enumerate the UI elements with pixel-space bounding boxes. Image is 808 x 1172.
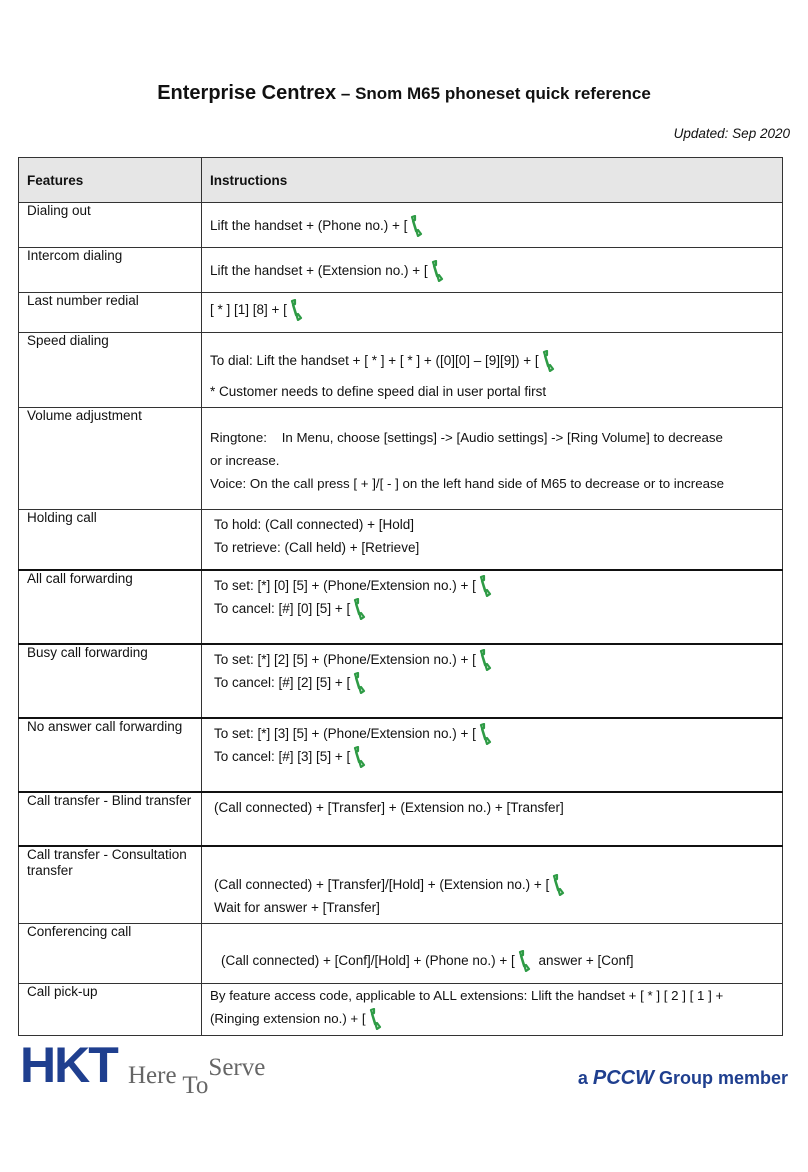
instruction-line: To dial: Lift the handset + [ * ] + [ * ] + ([0][0] – [9][9]) + [ [210,353,539,368]
handset-icon [478,649,496,671]
handset-icon [551,874,569,896]
instruction-cell [202,792,783,846]
instruction-cell [202,846,783,924]
instruction-line: To cancel: [#] [0] [5] + [ [214,600,351,616]
updated-date: Updated: Sep 2020 [673,126,790,141]
instruction-cell [202,408,783,510]
table-row [19,248,783,293]
instruction-cell [202,203,783,248]
instruction-cell [202,248,783,293]
slogan-here: Here [128,1062,177,1089]
table-row [19,846,783,924]
feature-cell: Call transfer - Blind transfer [19,792,202,846]
handset-icon [409,215,427,237]
handset-icon [352,672,370,694]
table-row [19,570,783,644]
feature-cell: No answer call forwarding [19,718,202,792]
instruction-line: [ * ] [1] [8] + [ [210,302,287,317]
slogan-serve: Serve [208,1054,266,1081]
instruction-line: (Call connected) + [Transfer]/[Hold] + (Extension no.) + [ [214,876,550,892]
instruction-cell [202,924,783,984]
table-row [19,408,783,510]
feature-cell: Last number redial [19,293,202,333]
instruction-cell [202,333,783,408]
header-instructions: Instructions [202,158,783,203]
feature-cell: Busy call forwarding [19,644,202,718]
instruction-line: To cancel: [#] [3] [5] + [ [214,748,351,764]
instruction-cell [202,293,783,333]
instruction-line: (Call connected) + [Conf]/[Hold] + (Phone no.) + [ [221,953,515,968]
table-row [19,924,783,984]
instruction-cell [202,984,783,1036]
instruction-line: To hold: (Call connected) + [Hold] [214,517,414,532]
instruction-line: Lift the handset + (Phone no.) + [ [210,218,408,233]
pccw-brand: PCCW [592,1067,654,1089]
pccw-suffix: Group member [653,1068,788,1088]
handset-icon [289,299,307,321]
handset-icon [368,1008,386,1030]
table-row [19,510,783,570]
pccw-group-member [578,1067,788,1090]
handset-icon [478,723,496,745]
quick-reference-table [18,157,783,1036]
table-row [19,984,783,1036]
table-header-row [19,158,783,203]
feature-cell: Conferencing call [19,924,202,984]
instruction-line: Lift the handset + (Extension no.) + [ [210,263,428,278]
instruction-line: Ringtone: In Menu, choose [settings] -> [Audio settings] -> [Ring Volume] to decrease [210,430,723,445]
feature-cell: Holding call [19,510,202,570]
hkt-logo [20,1037,290,1100]
table-row [19,293,783,333]
instruction-line: By feature access code, applicable to ALL extensions: Llift the handset + [ * ] [ 2 ] [ 1 ] + [210,988,724,1003]
table-row [19,718,783,792]
instruction-line: To set: [*] [0] [5] + (Phone/Extension no.) + [ [214,577,476,593]
instruction-line: Wait for answer + [Transfer] [214,899,380,915]
table-row [19,333,783,408]
handset-icon [517,950,535,972]
instruction-cell [202,718,783,792]
table-row [19,203,783,248]
slogan-to: To [182,1072,209,1099]
instruction-line: (Call connected) + [Transfer] + (Extension no.) + [Transfer] [214,799,564,815]
handset-icon [541,350,559,372]
handset-icon [430,260,448,282]
document-title [0,82,808,105]
hkt-slogan [128,1054,266,1099]
feature-cell: Volume adjustment [19,408,202,510]
header-features: Features [19,158,202,203]
hkt-wordmark: HKT [20,1037,117,1093]
instruction-cell [202,510,783,570]
handset-icon [352,746,370,768]
instruction-line: To retrieve: (Call held) + [Retrieve] [214,540,420,555]
instruction-line: or increase. [210,453,280,468]
table-row [19,792,783,846]
feature-cell: Call transfer - Consultation transfer [19,846,202,924]
handset-icon [478,575,496,597]
instruction-line: To cancel: [#] [2] [5] + [ [214,674,351,690]
table-row [19,644,783,718]
instruction-line: answer + [Conf] [534,953,634,968]
pccw-prefix: a [577,1068,593,1088]
title-main: Enterprise Centrex [157,82,337,104]
instruction-line: To set: [*] [3] [5] + (Phone/Extension no.) + [ [214,725,476,741]
instruction-line: Voice: On the call press [ + ]/[ - ] on the left hand side of M65 to decrease or to increase [210,476,725,491]
feature-cell: All call forwarding [19,570,202,644]
instruction-line: To set: [*] [2] [5] + (Phone/Extension no.) + [ [214,651,476,667]
instruction-cell [202,644,783,718]
feature-cell: Intercom dialing [19,248,202,293]
feature-cell: Speed dialing [19,333,202,408]
feature-cell: Dialing out [19,203,202,248]
handset-icon [352,598,370,620]
instruction-cell [202,570,783,644]
title-subtitle: – Snom M65 phoneset quick reference [336,84,651,103]
instruction-line: (Ringing extension no.) + [ [210,1011,366,1026]
instruction-line: * Customer needs to define speed dial in user portal first [210,384,547,399]
feature-cell: Call pick-up [19,984,202,1036]
